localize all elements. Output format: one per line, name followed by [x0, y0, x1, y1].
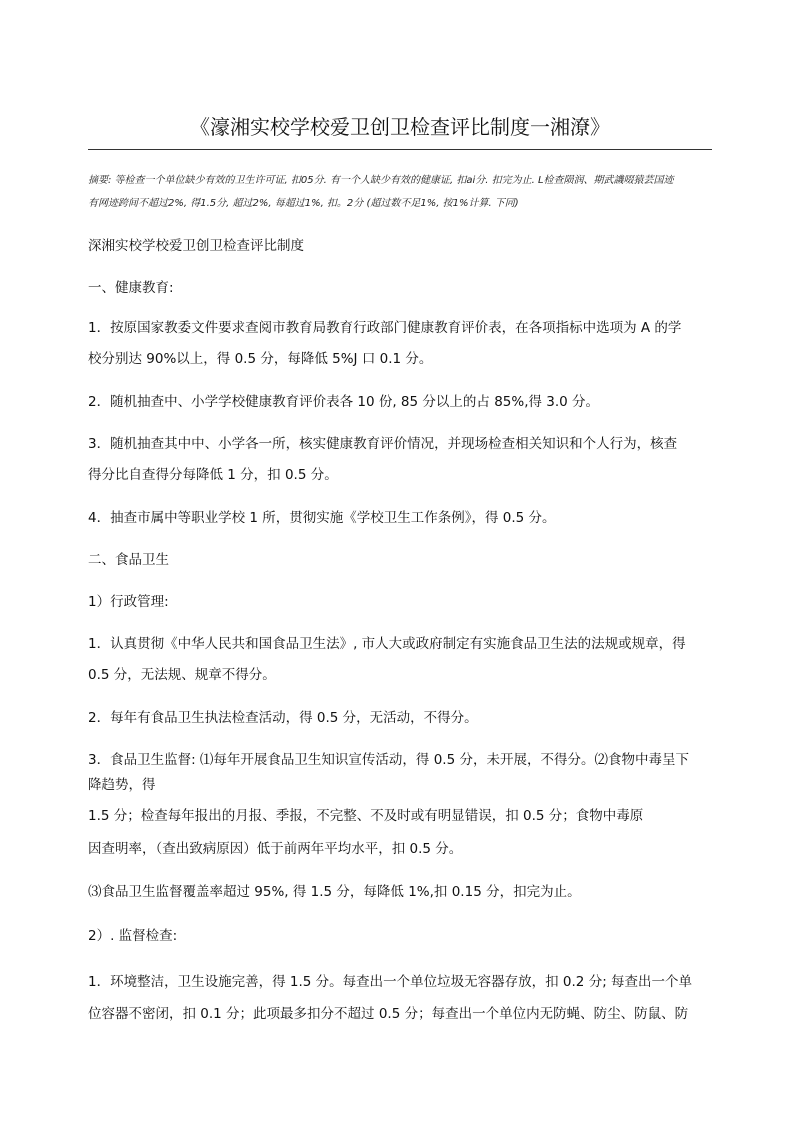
paragraph-line: 4．抽查市属中等职业学校 1 所，贯彻实施《学校卫生工作条例》，得 0.5 分。: [88, 510, 556, 526]
paragraph-line: 校分别达 90%以上，得 0.5 分，每降低 5%J 口 0.1 分。: [88, 351, 433, 367]
document-title: 《濠湘实校学校爱卫创卫检查评比制度一湘潦》: [190, 115, 610, 139]
paragraph-line: ⑶食品卫生监督覆盖率超过 95%, 得 1.5 分，每降低 1%,扣 0.15 分，扣完为止。: [88, 884, 581, 900]
paragraph-line: 降趋势，得: [88, 777, 156, 793]
paragraph-line: 3．食品卫生监督: ⑴每年开展食品卫生知识宣传活动，得 0.5 分，未开展，不得分。⑵食物中毒呈下: [88, 752, 689, 768]
paragraph-line: 得分比自查得分每降低 1 分，扣 0.5 分。: [88, 467, 338, 483]
paragraph-line: 3．随机抽查其中中、小学各一所，核实健康教育评价情况，并现场检查相关知识和个人行为，核查: [88, 436, 678, 452]
paragraph-line: 1．按原国家教委文件要求查阅市教育局教育行政部门健康教育评价表，在各项指标中选项为 A 的学: [88, 320, 682, 336]
section-heading-health-education: 一、健康教育:: [88, 280, 174, 296]
doc-heading: 深湘实校学校爱卫创卫检查评比制度: [88, 238, 304, 254]
title-divider: [88, 149, 712, 150]
paragraph-line: 0.5 分，无法规、规章不得分。: [88, 667, 276, 683]
paragraph-line: 2．每年有食品卫生执法检查活动，得 0.5 分，无活动，不得分。: [88, 710, 478, 726]
abstract-line: 摘要: 等检查一个单位缺少有效的卫生许可证, 扣05分. 有一个人缺少有效的健康证, 扣ai分. 扣完为止. L检查陨润、期武譏啜猿芸国迹: [88, 175, 674, 186]
subsection-heading: 2）. 监督检查:: [88, 928, 178, 944]
paragraph-line: 1.5 分；检查每年报出的月报、季报，不完整、不及时或有明显错误，扣 0.5 分；食物中毒原: [88, 808, 644, 824]
paragraph-line: 因查明率，（查出致病原因）低于前两年平均水平，扣 0.5 分。: [88, 841, 463, 857]
paragraph-line: 1．环境整洁，卫生设施完善，得 1.5 分。每查出一个单位垃圾无容器存放，扣 0.2 分; 每查出一个单: [88, 974, 693, 990]
paragraph-line: 位容器不密闭，扣 0.1 分；此项最多扣分不超过 0.5 分；每查出一个单位内无防蝇、防尘、防鼠、防: [88, 1006, 689, 1022]
paragraph-line: 2．随机抽查中、小学学校健康教育评价表各 10 份, 85 分以上的占 85%,得 3.0 分。: [88, 394, 600, 410]
subsection-heading: 1）行政管理:: [88, 594, 169, 610]
section-heading-food-hygiene: 二、食品卫生: [88, 552, 169, 568]
paragraph-line: 1．认真贯彻《中华人民共和国食品卫生法》, 市人大或政府制定有实施食品卫生法的法规或规章，得: [88, 636, 686, 652]
abstract-line: 有网迹跨间不超过2%, 得1.5分, 超过2%, 每超过1%, 扣。2分 (超过数不足1%, 按1%计算. 下同): [88, 198, 519, 209]
